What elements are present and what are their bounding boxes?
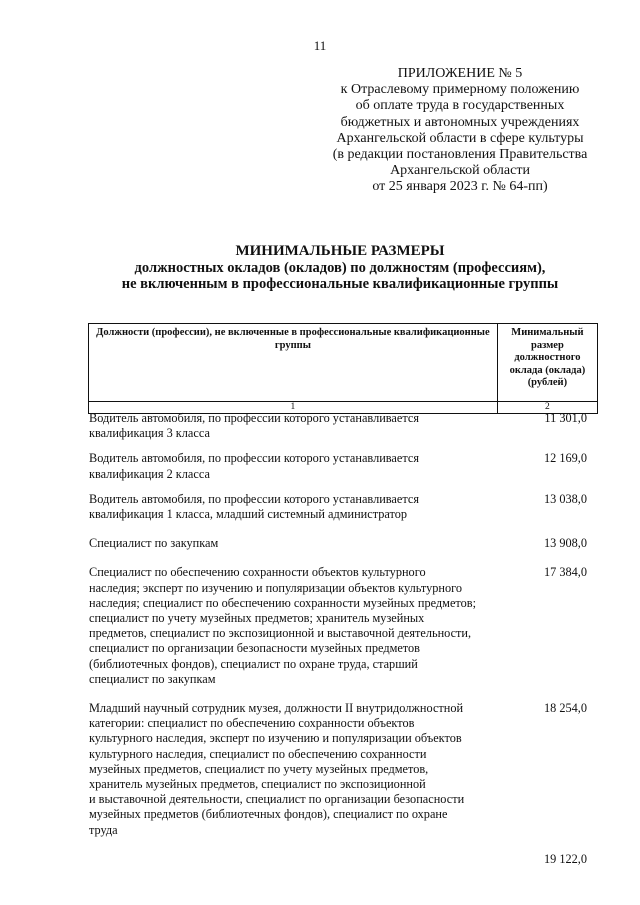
header-salary: Минимальный размер должностного оклада (оклада) (рублей) (497, 324, 597, 402)
appendix-line: об оплате труда в государственных (355, 98, 565, 114)
page-number: 11 (313, 38, 327, 53)
table-row (89, 411, 599, 441)
table-row (89, 536, 599, 551)
position-cell: Специалист по обеспечению сохранности объектов культурного наследия; эксперт по изучению и популяризации объектов культурного наследия; специалист по обеспечению сохранности музейных предметов; специалист по учету музейных предметов; хранитель музейных предметов, специалист по экспозиционной и выставочной деятельности, специалист по организации безопасности музейных предметов (библиотечных фондов), специалист по охране труда, старший специалист по закупкам (89, 565, 476, 686)
appendix-line: ПРИЛОЖЕНИЕ № 5 (397, 66, 523, 81)
position-cell: Младший научный сотрудник музея, должности II внутридолжностной категории: специалист по обеспечению сохранности объектов культурного наследия, эксперт по изучению и популяризации объектов культурного наследия, специалист по обеспечению сохранности музейных предметов, специалист по учету музейных предметов, хранитель музейных предметов, специалист по экспозиционной и выставочной деятельности, специалист по организации безопасности музейных предметов (библиотечных фондов), специалист по охране труда (89, 701, 465, 837)
salary-cell: 18 254,0 (543, 701, 587, 716)
table-row (89, 565, 599, 687)
table-row (89, 492, 599, 522)
salary-cell: 12 169,0 (543, 451, 587, 466)
appendix-line: бюджетных и автономных учреждениях (340, 114, 580, 130)
salary-cell: 13 038,0 (543, 491, 587, 506)
salary-table-header (88, 323, 598, 414)
appendix-line: от 25 января 2023 г. № 64-пп) (372, 179, 548, 195)
position-cell: Водитель автомобиля, по профессии которого устанавливается квалификация 1 класса, младший системный администратор (89, 491, 419, 522)
title-subline: должностных окладов (окладов) по должностям (профессиям), (134, 259, 546, 276)
appendix-block (300, 66, 620, 196)
salary-table-body (89, 411, 599, 867)
table-row (89, 852, 599, 867)
salary-cell: 11 301,0 (544, 411, 587, 425)
salary-cell: 17 384,0 (543, 565, 587, 580)
appendix-line: к Отраслевому примерному положению (340, 82, 580, 98)
header-table (88, 323, 598, 414)
column-number-1: 1 (89, 402, 498, 414)
appendix-line: Архангельской области в сфере культуры (336, 130, 584, 146)
header-positions: Должности (профессии), не включенные в профессиональные квалификационные группы (89, 324, 498, 402)
appendix-line: (в редакции постановления Правительства (332, 147, 588, 163)
position-cell: Водитель автомобиля, по профессии которого устанавливается квалификация 2 класса (89, 451, 419, 481)
salary-cell: 19 122,0 (543, 851, 587, 866)
title-subline: не включенным в профессиональные квалификационные группы (121, 276, 559, 292)
table-row (89, 451, 599, 481)
appendix-line: Архангельской области (390, 163, 530, 179)
document-title (80, 243, 600, 293)
position-cell: Водитель автомобиля, по профессии которого устанавливается квалификация 3 класса (89, 411, 419, 441)
title-main: МИНИМАЛЬНЫЕ РАЗМЕРЫ (235, 243, 445, 259)
column-number-2: 2 (497, 402, 597, 414)
position-cell: Специалист по закупкам (89, 536, 219, 551)
table-row (89, 701, 599, 838)
salary-cell: 13 908,0 (543, 536, 587, 551)
